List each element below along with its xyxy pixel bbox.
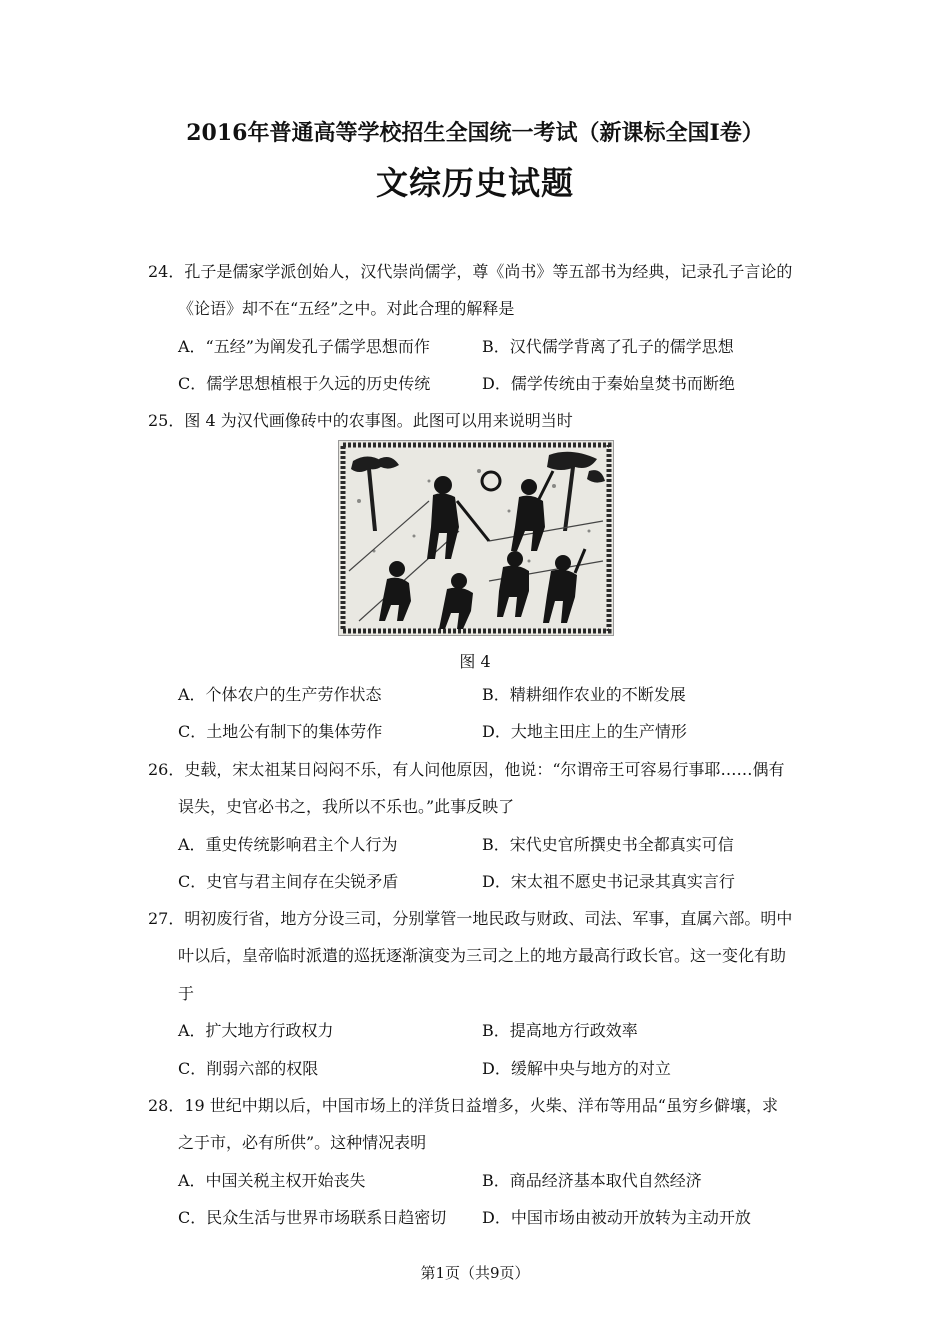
question-26-option-a: A．重史传统影响君主个人行为	[178, 835, 398, 854]
question-24-line-2: 《论语》却不在“五经”之中。对此合理的解释是	[178, 299, 515, 318]
question-24-line-1: 24．孔子是儒家学派创始人，汉代崇尚儒学，尊《尚书》等五部书为经典，记录孔子言论的	[148, 262, 793, 281]
question-28-option-c: C．民众生活与世界市场联系日趋密切	[178, 1208, 447, 1227]
question-28-line-1: 28．19 世纪中期以后，中国市场上的洋货日益增多，火柴、洋布等用品“虽穷乡僻壤，求	[148, 1096, 778, 1115]
question-28-option-d: D．中国市场由被动开放转为主动开放	[482, 1208, 751, 1227]
subject-title: 文综历史试题	[375, 164, 574, 202]
question-24-option-d: D．儒学传统由于秦始皇焚书而断绝	[482, 374, 735, 393]
question-28-line-2: 之于市，必有所供”。这种情况表明	[178, 1133, 427, 1152]
question-26-option-c: C．史官与君主间存在尖锐矛盾	[178, 872, 399, 891]
question-26-option-d: D．宋太祖不愿史书记录其真实言行	[482, 872, 735, 891]
question-26-line-2: 误失，史官必书之，我所以不乐也。”此事反映了	[178, 797, 515, 816]
question-26-line-1: 26．史载，宋太祖某日闷闷不乐，有人问他原因，他说：“尔谓帝王可容易行事耶……偶有	[148, 760, 785, 779]
question-27-option-c: C．削弱六部的权限	[178, 1059, 319, 1078]
figure-caption: 图 4	[459, 652, 491, 671]
question-25-option-b: B．精耕细作农业的不断发展	[482, 685, 686, 704]
question-27-line-1: 27．明初废行省，地方分设三司，分别掌管一地民政与财政、司法、军事，直属六部。明中	[148, 909, 793, 928]
question-25-option-d: D．大地主田庄上的生产情形	[482, 722, 687, 741]
question-25-line-1: 25．图 4 为汉代画像砖中的农事图。此图可以用来说明当时	[148, 411, 573, 430]
page-number: 第1页（共9页）	[420, 1264, 530, 1282]
question-27-line-3: 于	[178, 984, 195, 1003]
han-brick-farming-image	[338, 440, 614, 636]
question-26-option-b: B．宋代史官所撰史书全都真实可信	[482, 835, 734, 854]
question-25-option-c: C．土地公有制下的集体劳作	[178, 722, 383, 741]
question-27-line-2: 叶以后，皇帝临时派遣的巡抚逐渐演变为三司之上的地方最高行政长官。这一变化有助	[178, 946, 787, 965]
question-28-option-b: B．商品经济基本取代自然经济	[482, 1171, 702, 1190]
question-24-option-c: C．儒学思想植根于久远的历史传统	[178, 374, 431, 393]
question-24-option-b: B．汉代儒学背离了孔子的儒学思想	[482, 337, 734, 356]
question-27-option-d: D．缓解中央与地方的对立	[482, 1059, 671, 1078]
question-24-option-a: A．“五经”为阐发孔子儒学思想而作	[178, 337, 430, 356]
question-27-option-a: A．扩大地方行政权力	[178, 1021, 334, 1040]
question-28-option-a: A．中国关税主权开始丧失	[178, 1171, 366, 1190]
question-25-option-a: A．个体农户的生产劳作状态	[178, 685, 382, 704]
exam-title: 2016年普通高等学校招生全国统一考试（新课标全国Ⅰ卷）	[186, 120, 764, 146]
question-27-option-b: B．提高地方行政效率	[482, 1021, 638, 1040]
